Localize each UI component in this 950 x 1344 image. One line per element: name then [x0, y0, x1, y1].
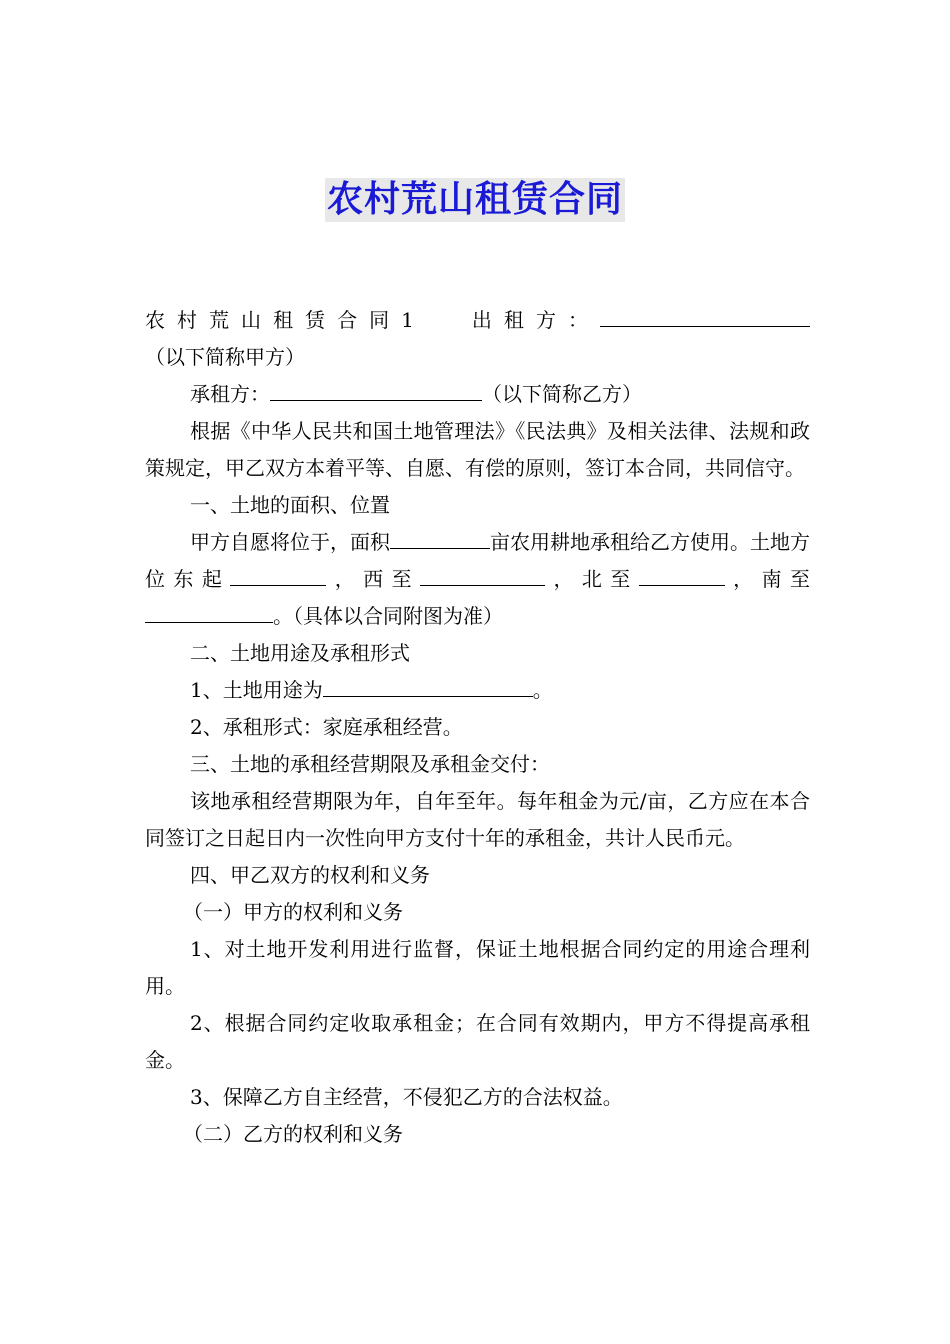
lessee-label: 承租方： — [190, 382, 270, 406]
section-heading-land-use: 二、土地用途及承租形式 — [190, 641, 410, 665]
north-blank — [639, 563, 725, 586]
area-blank — [390, 526, 490, 549]
contract-heading-inline: 农村荒山租赁合同1 — [145, 308, 414, 332]
east-blank — [230, 563, 326, 586]
section-heading-area-location: 一、土地的面积、位置 — [190, 493, 390, 517]
subsection-heading-lessee-rights: （二）乙方的权利和义务 — [183, 1122, 403, 1146]
land-use-blank — [323, 674, 533, 697]
title-area — [0, 178, 950, 222]
south-blank — [145, 600, 273, 623]
document-title: 农村荒山租赁合同 — [326, 179, 623, 220]
paragraph-lessor-duty-1: 1、对土地开发利用进行监督，保证土地根据合同约定的用途合理利用。 — [145, 937, 810, 998]
west-blank — [420, 563, 545, 586]
subsection-heading-lessor-rights: （一）甲方的权利和义务 — [183, 900, 403, 924]
lessee-blank — [270, 378, 482, 401]
paragraph-term-rent: 该地承租经营期限为年，自年至年。每年租金为元/亩，乙方应在本合同签订之日起日内一次性向甲方支付十年的承租金，共计人民币元。 — [145, 789, 810, 850]
paragraph-preamble: 根据《中华人民共和国土地管理法》《民法典》及相关法律、法规和政策规定，甲乙双方本着平等、自愿、有偿的原则，签订本合同，共同信守。 — [145, 419, 810, 480]
lessor-abbrev: （以下简称甲方） — [145, 345, 305, 369]
lessee-abbrev: （以下简称乙方） — [482, 382, 642, 406]
lessor-blank — [600, 304, 810, 327]
paragraph-land-use: 1、土地用途为 。 — [145, 672, 810, 709]
document-body — [145, 302, 810, 1153]
paragraph-area-location: 甲方自愿将位于，面积 亩农用耕地承租给乙方使用。土地方位东起 ，西至 ，北至 ，南至。（具体以合同附图为准） — [145, 524, 810, 635]
paragraph-lessor-duty-2: 2、根据合同约定收取承租金；在合同有效期内，甲方不得提高承租金。 — [145, 1011, 810, 1072]
paragraph-parties-lessor — [145, 302, 810, 376]
section-heading-rights-duties: 四、甲乙双方的权利和义务 — [190, 863, 430, 887]
paragraph-parties-lessee — [145, 376, 810, 413]
section-heading-term-rent: 三、土地的承租经营期限及承租金交付： — [190, 752, 550, 776]
lessor-label: 出租方： — [459, 308, 600, 332]
paragraph-lessor-duty-3: 3、保障乙方自主经营，不侵犯乙方的合法权益。 — [190, 1085, 623, 1109]
paragraph-lease-form: 2、承租形式：家庭承租经营。 — [190, 715, 463, 739]
